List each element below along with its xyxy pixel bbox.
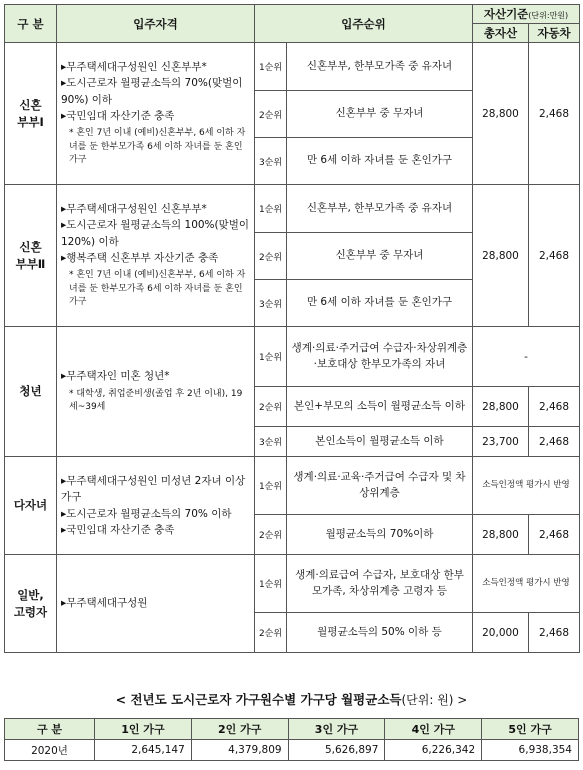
income-header-cell: 구 분 bbox=[5, 719, 95, 740]
category-newlywed-1: 신혼 부부Ⅰ bbox=[5, 43, 57, 185]
rank-condition: 신혼부부 중 무자녀 bbox=[287, 233, 473, 280]
income-header-cell: 1인 가구 bbox=[95, 719, 192, 740]
rank-condition: 신혼부부, 한부모가족 중 유자녀 bbox=[287, 43, 473, 91]
category-general-elderly: 일반, 고령자 bbox=[5, 555, 57, 653]
income-table bbox=[4, 718, 579, 761]
qualification-multichild: ▸무주택세대구성원인 미성년 2자녀 이상 가구 ▸도시근로자 월평균소득의 70% 이하 ▸국민임대 자산기준 충족 bbox=[57, 457, 255, 555]
rank-label: 1순위 bbox=[255, 457, 287, 515]
car-value: 2,468 bbox=[529, 43, 580, 185]
car-value: 2,468 bbox=[529, 387, 580, 427]
rank-condition: 월평균소득의 70%이하 bbox=[287, 515, 473, 555]
header-qualification: 입주자격 bbox=[57, 5, 255, 43]
rank-condition: 만 6세 이하 자녀를 둔 혼인가구 bbox=[287, 138, 473, 185]
total-asset-value: - bbox=[473, 327, 580, 387]
rank-label: 2순위 bbox=[255, 613, 287, 653]
rank-condition: 본인소득이 월평균소득 이하 bbox=[287, 427, 473, 457]
income-data-row bbox=[5, 740, 579, 761]
income-value-cell: 6,226,342 bbox=[385, 740, 482, 761]
rank-label: 1순위 bbox=[255, 43, 287, 91]
total-asset-value: 28,800 bbox=[473, 515, 529, 555]
car-value: 2,468 bbox=[529, 613, 580, 653]
total-asset-value: 28,800 bbox=[473, 387, 529, 427]
category-newlywed-2: 신혼 부부Ⅱ bbox=[5, 185, 57, 327]
asset-note: 소득인정액 평가시 반영 bbox=[473, 555, 580, 613]
category-multichild: 다자녀 bbox=[5, 457, 57, 555]
rank-label: 2순위 bbox=[255, 91, 287, 138]
rank-condition: 본인+부모의 소득이 월평균소득 이하 bbox=[287, 387, 473, 427]
income-value-cell: 6,938,354 bbox=[482, 740, 579, 761]
total-asset-value: 28,800 bbox=[473, 43, 529, 185]
rank-label: 1순위 bbox=[255, 555, 287, 613]
header-car: 자동차 bbox=[529, 24, 580, 43]
income-value-cell: 5,626,897 bbox=[288, 740, 385, 761]
asset-note: 소득인정액 평가시 반영 bbox=[473, 457, 580, 515]
rank-label: 2순위 bbox=[255, 515, 287, 555]
income-table-caption: < 전년도 도시근로자 가구원수별 가구당 월평균소득(단위: 원) > bbox=[115, 692, 468, 707]
total-asset-value: 20,000 bbox=[473, 613, 529, 653]
header-asset: 자산기준(단위:만원) bbox=[473, 5, 580, 24]
total-asset-value: 28,800 bbox=[473, 185, 529, 327]
car-value: 2,468 bbox=[529, 185, 580, 327]
qualification-newlywed-2: ▸무주택세대구성원인 신혼부부* ▸도시근로자 월평균소득의 100%(맞벌이 120%) 이하 ▸행복주택 신혼부부 자산기준 충족 * 혼인 7년 이내 (예비)신혼부부, 6세 이하 자녀를 둔 한부모가족 6세 이하 자녀를 둔 혼인가구 bbox=[57, 185, 255, 327]
rank-label: 3순위 bbox=[255, 427, 287, 457]
header-type: 구 분 bbox=[5, 5, 57, 43]
car-value: 2,468 bbox=[529, 427, 580, 457]
income-header-cell: 5인 가구 bbox=[482, 719, 579, 740]
rank-condition: 월평균소득의 50% 이하 등 bbox=[287, 613, 473, 653]
rank-condition: 신혼부부 중 무자녀 bbox=[287, 91, 473, 138]
rank-condition: 신혼부부, 한부모가족 중 유자녀 bbox=[287, 185, 473, 233]
income-header-cell: 4인 가구 bbox=[385, 719, 482, 740]
income-year-cell: 2020년 bbox=[5, 740, 95, 761]
income-value-cell: 2,645,147 bbox=[95, 740, 192, 761]
rank-label: 2순위 bbox=[255, 387, 287, 427]
total-asset-value: 23,700 bbox=[473, 427, 529, 457]
income-header-row bbox=[5, 719, 579, 740]
header-total-asset: 총자산 bbox=[473, 24, 529, 43]
rank-condition: 생계·의료급여 수급자, 보호대상 한부모가족, 차상위계층 고령자 등 bbox=[287, 555, 473, 613]
eligibility-table bbox=[4, 4, 580, 653]
rank-condition: 만 6세 이하 자녀를 둔 혼인가구 bbox=[287, 280, 473, 327]
rank-label: 1순위 bbox=[255, 185, 287, 233]
income-header-cell: 3인 가구 bbox=[288, 719, 385, 740]
rank-condition: 생계·의료·주거급여 수급자·차상위계층·보호대상 한부모가족의 자녀 bbox=[287, 327, 473, 387]
category-youth: 청년 bbox=[5, 327, 57, 457]
rank-condition: 생계·의료·교육·주거급여 수급자 및 차상위계층 bbox=[287, 457, 473, 515]
rank-label: 3순위 bbox=[255, 280, 287, 327]
income-value-cell: 4,379,809 bbox=[191, 740, 288, 761]
income-header-cell: 2인 가구 bbox=[191, 719, 288, 740]
car-value: 2,468 bbox=[529, 515, 580, 555]
rank-label: 2순위 bbox=[255, 233, 287, 280]
rank-label: 3순위 bbox=[255, 138, 287, 185]
header-order: 입주순위 bbox=[255, 5, 473, 43]
qualification-general: ▸무주택세대구성원 bbox=[57, 555, 255, 653]
rank-label: 1순위 bbox=[255, 327, 287, 387]
qualification-youth: ▸무주택자인 미혼 청년* * 대학생, 취업준비생(졸업 후 2년 이내), 19세~39세 bbox=[57, 327, 255, 457]
qualification-newlywed-1: ▸무주택세대구성원인 신혼부부* ▸도시근로자 월평균소득의 70%(맞벌이 90%) 이하 ▸국민임대 자산기준 충족 * 혼인 7년 이내 (예비)신혼부부, 6세 이하 자녀를 둔 한부모가족 6세 이하 자녀를 둔 혼인가구 bbox=[57, 43, 255, 185]
